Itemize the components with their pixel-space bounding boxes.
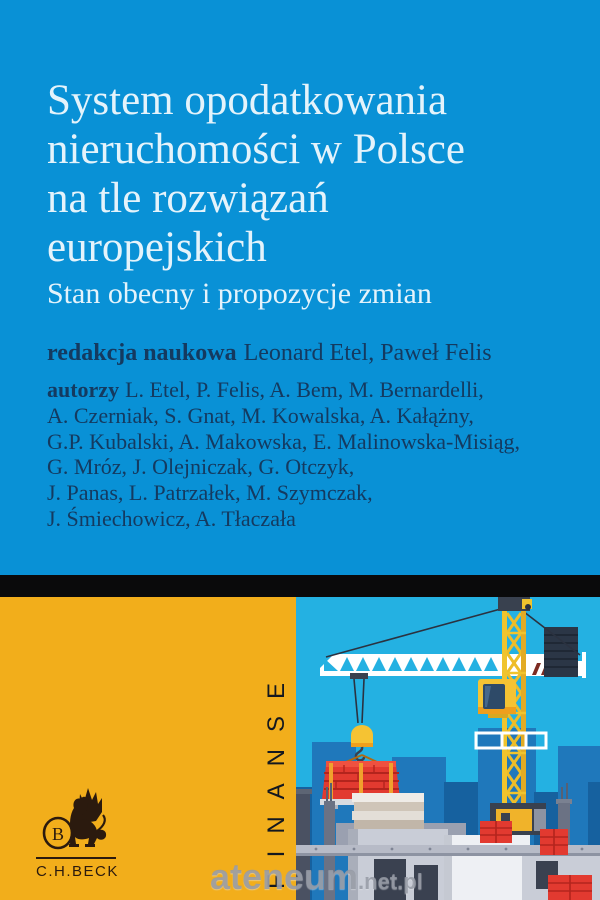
editors-line xyxy=(47,340,492,367)
authors-line xyxy=(47,377,520,403)
authors-label: autorzy xyxy=(47,377,120,402)
title-line: europejskich xyxy=(47,224,267,271)
counterweight xyxy=(544,627,578,677)
authors-names: L. Etel, P. Felis, A. Bem, M. Bernardelli, xyxy=(125,377,484,402)
title-line: nieruchomości w Polsce xyxy=(47,126,465,173)
publisher-name: C.H.BECK xyxy=(36,863,119,880)
editors-names: Leonard Etel, Paweł Felis xyxy=(243,340,492,366)
editors-label: redakcja naukowa xyxy=(47,340,237,366)
book-subtitle: Stan obecny i propozycje zmian xyxy=(47,277,432,310)
watermark-suffix: .net.pl xyxy=(358,869,423,894)
authors-line: G.P. Kubalski, A. Makowska, E. Malinowska-Misiąg, xyxy=(47,428,520,454)
chbeck-griffin-icon xyxy=(36,788,120,850)
series-label: FINANSE xyxy=(263,665,290,889)
title-line: System opodatkowania xyxy=(47,77,448,124)
authors-line: J. Panas, L. Patrzałek, M. Szymczak, xyxy=(47,480,373,506)
book-title xyxy=(47,76,465,272)
publisher-logo xyxy=(36,788,132,880)
watermark-main: ateneum xyxy=(210,856,359,897)
construction-illustration xyxy=(296,597,600,900)
watermark xyxy=(210,856,423,898)
construction-site-icon xyxy=(296,597,600,900)
title-line: na tle rozwiązań xyxy=(47,175,329,222)
authors-block xyxy=(47,377,520,532)
authors-line: G. Mróz, J. Olejniczak, G. Otczyk, xyxy=(47,454,355,480)
crane-cab xyxy=(478,679,516,718)
divider-bar xyxy=(0,575,600,597)
authors-line: A. Czerniak, S. Gnat, M. Kowalska, A. Kałążny, xyxy=(47,402,474,428)
publisher-monogram: B xyxy=(51,824,65,844)
authors-line: J. Śmiechowicz, A. Tłaczała xyxy=(47,505,296,531)
bottom-section xyxy=(0,597,600,900)
logo-rule xyxy=(36,857,116,859)
